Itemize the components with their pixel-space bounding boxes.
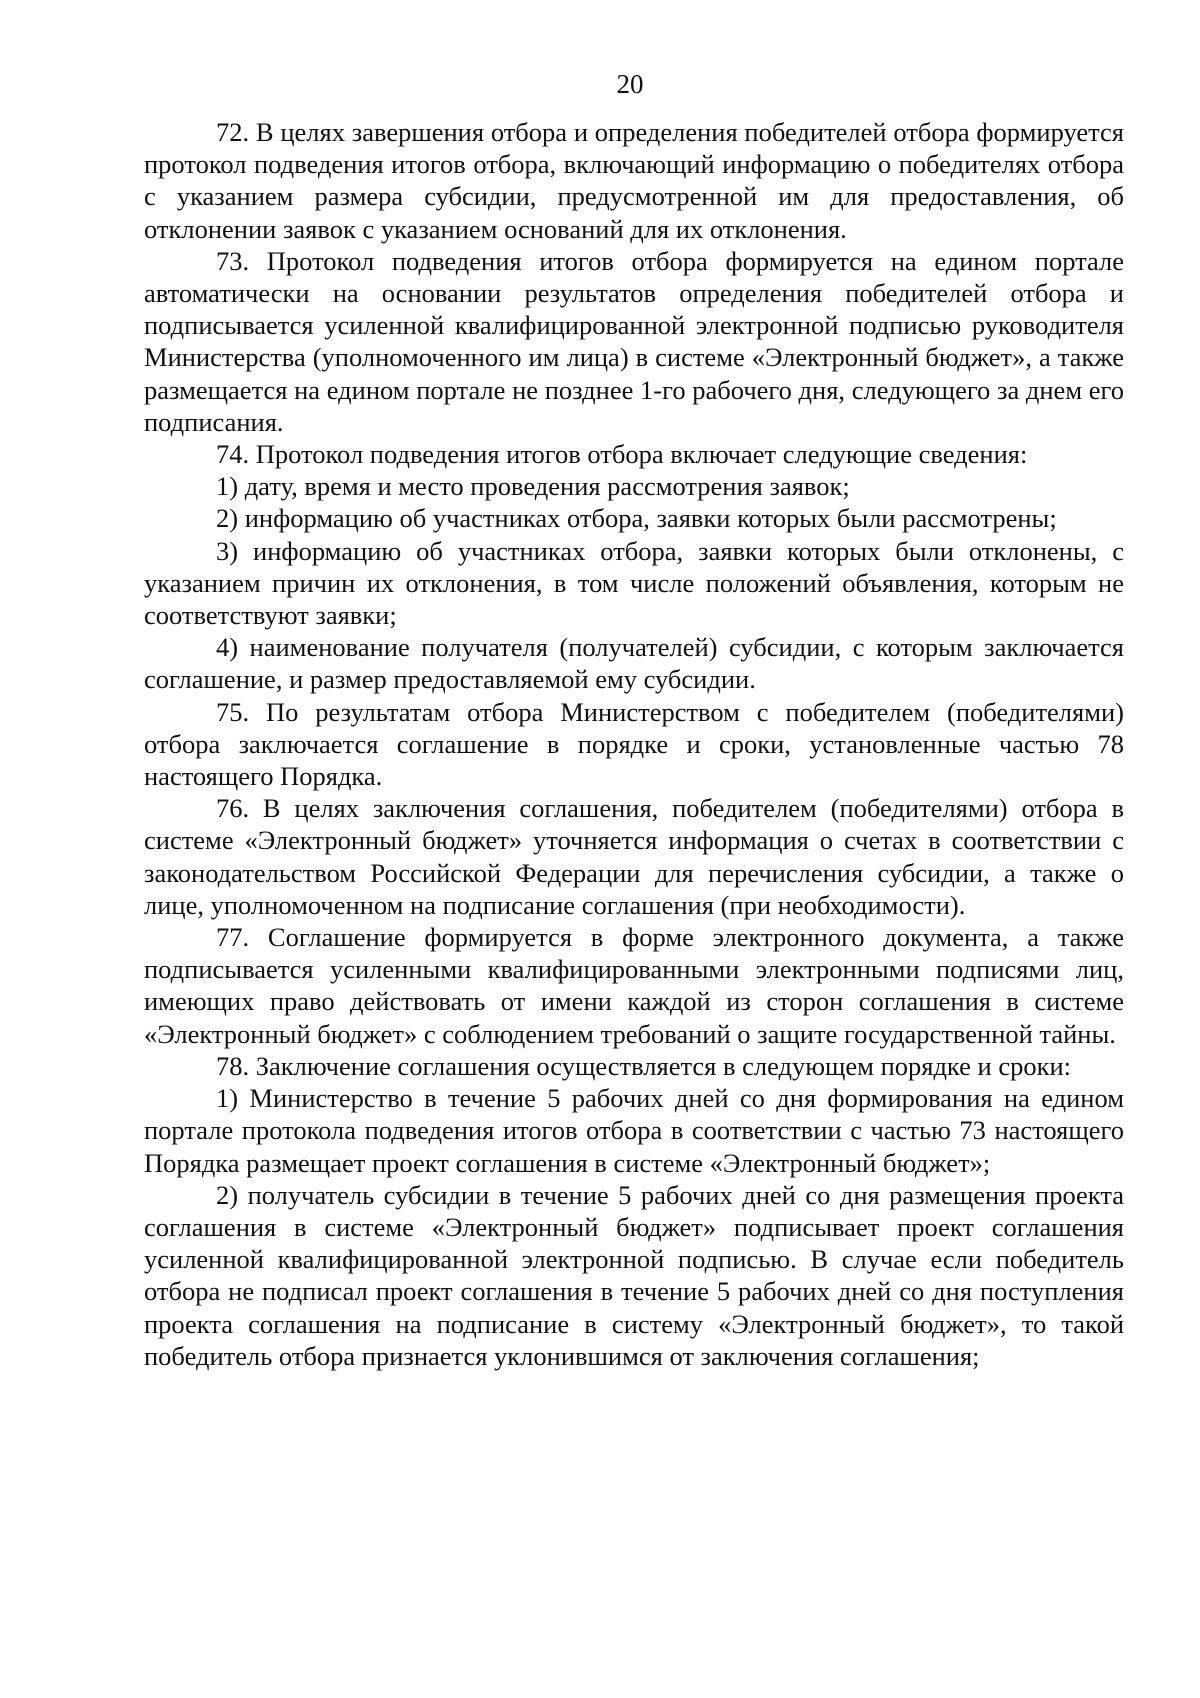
paragraph-78-item-1: 1) Министерство в течение 5 рабочих дней со дня формирования на едином портале протокола подведения итогов отбора в соответствии с частью 73 настоящего Порядка размещает проект соглашения в системе «Электронный бюджет»;	[144, 1083, 1124, 1178]
paragraph-76: 76. В целях заключения соглашения, победителем (победителями) отбора в системе «Электронный бюджет» уточняется информация о счетах в соответствии с законодательством Российской Федерации для перечисления субсидии, а также о лице, уполномоченном на подписание соглашения (при необходимости).	[144, 793, 1124, 920]
paragraph-73: 73. Протокол подведения итогов отбора формируется на едином портале автоматически на основании результатов определения победителей отбора и подписывается усиленной квалифицированной электронной подписью руководителя Министерства (уполномоченного им лица) в системе «Электронный бюджет», а также размещается на едином портале не позднее 1-го рабочего дня, следующего за днем его подписания.	[144, 245, 1124, 437]
paragraph-75: 75. По результатам отбора Министерством с победителем (победителями) отбора заключается соглашение в порядке и сроки, установленные частью 78 настоящего Порядка.	[144, 696, 1124, 792]
paragraph-74: 74. Протокол подведения итогов отбора включает следующие сведения:	[216, 439, 1028, 470]
paragraph-74-item-3: 3) информацию об участниках отбора, заявки которых были отклонены, с указанием причин их отклонения, в том числе положений объявления, которым не соответствуют заявки;	[144, 535, 1124, 631]
paragraph-78-item-2: 2) получатель субсидии в течение 5 рабочих дней со дня размещения проекта соглашения в системе «Электронный бюджет» подписывает проект соглашения усиленной квалифицированной электронной подписью. В случае если победитель отбора не подписал проект соглашения в течение 5 рабочих дней со дня поступления проекта соглашения на подписание в систему «Электронный бюджет», то такой победитель отбора признается уклонившимся от заключения соглашения;	[144, 1179, 1124, 1371]
paragraph-78: 78. Заключение соглашения осуществляется в следующем порядке и сроки:	[216, 1050, 1072, 1081]
paragraph-77: 77. Соглашение формируется в форме электронного документа, а также подписывается усиленными квалифицированными электронными подписями лиц, имеющих право действовать от имени каждой из сторон соглашения в системе «Электронный бюджет» с соблюдением требований о защите государственной тайны.	[144, 922, 1124, 1049]
paragraph-74-item-1: 1) дату, время и место проведения рассмотрения заявок;	[216, 471, 850, 502]
paragraph-74-item-2: 2) информацию об участниках отбора, заявки которых были рассмотрены;	[216, 503, 1057, 534]
page-number: 20	[616, 69, 644, 99]
paragraph-72: 72. В целях завершения отбора и определения победителей отбора формируется протокол подведения итогов отбора, включающий информацию о победителях отбора с указанием размера субсидии, предусмотренной им для предоставления, об отклонении заявок с указанием оснований для их отклонения.	[144, 117, 1124, 244]
document-body	[144, 116, 1124, 1372]
paragraph-74-item-4: 4) наименование получателя (получателей) субсидии, с которым заключается соглашение, и размер предоставляемой ему субсидии.	[144, 632, 1124, 695]
